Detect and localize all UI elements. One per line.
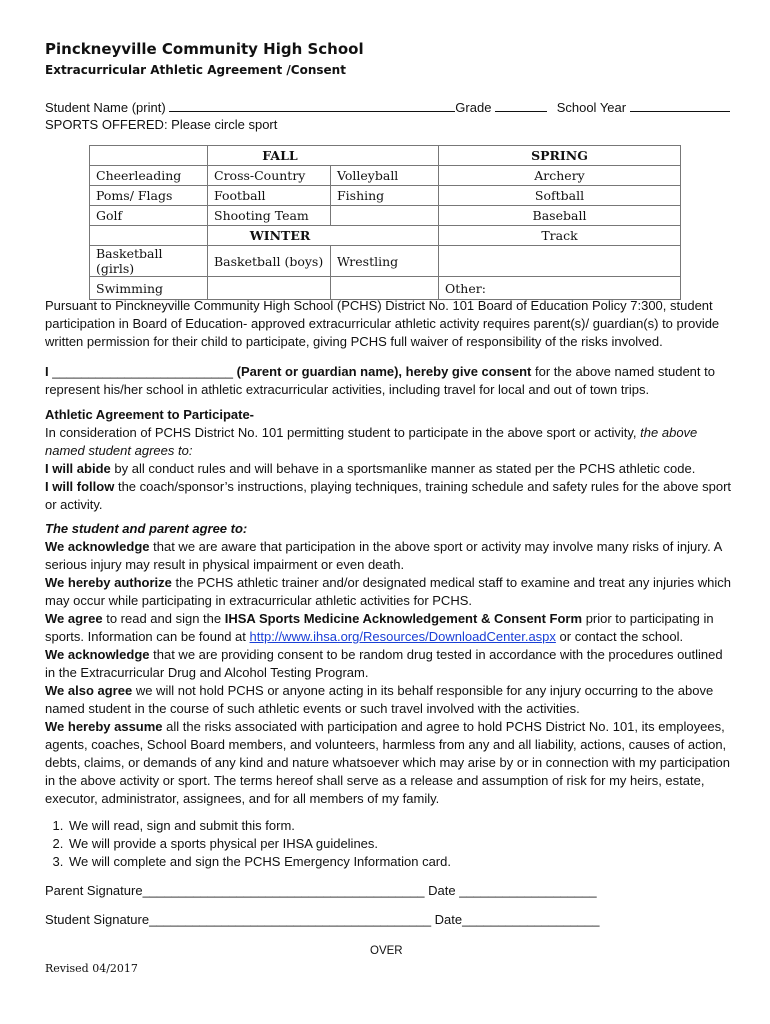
sports-offered-instruction: SPORTS OFFERED: Please circle sport [45, 117, 278, 132]
empty-cell [331, 206, 439, 226]
ihsa-download-link[interactable]: http://www.ihsa.org/Resources/DownloadCenter.aspx [249, 629, 556, 644]
agree-text-3: or contact the school. [559, 629, 684, 644]
also-agree-text: we will not hold PCHS or anyone acting in its behalf responsible for any injury occurring to the above named student in the course of such athletic events or such travel involved with the activities. [45, 683, 714, 716]
drug-test-lead: We acknowledge [45, 647, 150, 662]
sport-fishing[interactable]: Fishing [331, 186, 439, 206]
sport-golf[interactable]: Golf [90, 206, 208, 226]
grade-label: Grade [455, 100, 492, 115]
student-info-row [45, 98, 730, 117]
empty-cell [90, 146, 208, 166]
agree-text-2: prior to participating in sports. Information can be found at [45, 611, 714, 644]
sport-track[interactable]: Track [439, 226, 681, 246]
agreement-intro-italic: the above named student agrees to: [45, 425, 698, 458]
student-name-label: Student Name (print) [45, 100, 166, 115]
consent-paragraph [45, 363, 735, 399]
sport-football[interactable]: Football [208, 186, 331, 206]
agreement-intro: In consideration of PCHS District No. 101 permitting student to participate in the above sport or activity, [45, 425, 637, 440]
sport-archery[interactable]: Archery [439, 166, 681, 186]
guardian-name-field[interactable]: _________________________ [52, 364, 233, 379]
consent-hereby: hereby give consent [405, 364, 532, 379]
sport-softball[interactable]: Softball [439, 186, 681, 206]
assume-text: all the risks associated with participation and agree to hold PCHS District No. 101, its employees, agents, coaches, School Board members, and volunteers, harmless from any and all liability, actions, causes of action, debts, claims, or demands of any kind and nature whatsoever which may arise by or in connection with my participation in the above activity or sport. The terms hereof shall serve as a release and assumption of risk for my heirs, estate, executor, administrator, assignees, and for all members of my family. [45, 719, 731, 806]
sport-cheerleading[interactable]: Cheerleading [90, 166, 208, 186]
sport-basketball-girls[interactable]: Basketball (girls) [90, 246, 208, 277]
abide-text: by all conduct rules and will behave in a sportsmanlike manner as stated per the PCHS athletic code. [114, 461, 696, 476]
sport-wrestling[interactable]: Wrestling [331, 246, 439, 277]
agree-text-1: to read and sign the [106, 611, 222, 626]
spring-header: SPRING [439, 146, 681, 166]
pursuant-paragraph [45, 297, 735, 351]
winter-header: WINTER [208, 226, 439, 246]
ihsa-form-name: IHSA Sports Medicine Acknowledgement & Consent Form [224, 611, 583, 626]
school-name: Pinckneyville Community High School [45, 40, 364, 58]
sports-table [89, 145, 681, 300]
student-name-field[interactable] [169, 98, 455, 112]
sport-poms-flags[interactable]: Poms/ Flags [90, 186, 208, 206]
parent-signature-line[interactable]: Parent Signature_______________________________________ Date ___________________ [45, 883, 597, 898]
agree-lead: We agree [45, 611, 103, 626]
follow-lead: I will follow [45, 479, 115, 494]
agreement-heading: Athletic Agreement to Participate- [45, 407, 255, 422]
school-year-field[interactable] [630, 98, 730, 112]
sport-basketball-boys[interactable]: Basketball (boys) [208, 246, 331, 277]
sport-baseball[interactable]: Baseball [439, 206, 681, 226]
sport-cross-country[interactable]: Cross-Country [208, 166, 331, 186]
acknowledge-text: that we are aware that participation in the above sport or activity may involve many risks of injury. A serious injury may result in physical impairment or even death. [45, 539, 722, 572]
consent-rest: for the above named student to represent his/her school in athletic extracurricular activities, including travel for local and out of town trips. [45, 364, 715, 397]
sport-other[interactable]: Other: [439, 277, 681, 300]
commitments-list [45, 817, 735, 871]
sport-volleyball[interactable]: Volleyball [331, 166, 439, 186]
student-signature-line[interactable]: Student Signature_______________________________________ Date___________________ [45, 912, 600, 927]
revision-date: Revised 04/2017 [45, 962, 138, 975]
over-note: OVER [370, 945, 403, 957]
consent-lead: I [45, 364, 49, 379]
authorize-lead: We hereby authorize [45, 575, 172, 590]
student-parent-heading: The student and parent agree to: [45, 521, 248, 536]
grade-field[interactable] [495, 98, 547, 112]
sport-shooting-team[interactable]: Shooting Team [208, 206, 331, 226]
form-title: Extracurricular Athletic Agreement /Consent [45, 63, 346, 77]
follow-text: the coach/sponsor’s instructions, playing techniques, training schedule and safety rules for the above sport or activity. [45, 479, 732, 512]
empty-cell [439, 246, 681, 277]
list-item: 1. We will read, sign and submit this form. [67, 817, 735, 835]
abide-lead: I will abide [45, 461, 111, 476]
guardian-label: (Parent or guardian name), [236, 364, 403, 379]
empty-cell [90, 226, 208, 246]
drug-test-text: that we are providing consent to be random drug tested in accordance with the procedures outlined in the Extracurricular Drug and Alcohol Testing Program. [45, 647, 723, 680]
student-parent-section [45, 520, 735, 808]
fall-header: FALL [208, 146, 439, 166]
athletic-agreement-section [45, 406, 735, 514]
list-item: 3. We will complete and sign the PCHS Emergency Information card. [67, 853, 735, 871]
acknowledge-lead: We acknowledge [45, 539, 150, 554]
school-year-label: School Year [556, 100, 627, 115]
list-item: 2. We will provide a sports physical per IHSA guidelines. [67, 835, 735, 853]
pursuant-text: Pursuant to Pinckneyville Community High School (PCHS) District No. 101 Board of Education Policy 7:300, student participation in Board of Education- approved extracurricular athletic activity requires parent(s)/ guardian(s) to provide written permission for their child to participate, giving PCHS full waiver of responsibility of the risks involved. [45, 298, 720, 349]
sport-swimming[interactable]: Swimming [90, 277, 208, 300]
also-agree-lead: We also agree [45, 683, 133, 698]
assume-lead: We hereby assume [45, 719, 163, 734]
authorize-text: the PCHS athletic trainer and/or designated medical staff to examine and treat any injuries which may occur while participating in extracurricular athletic activities for PCHS. [45, 575, 731, 608]
